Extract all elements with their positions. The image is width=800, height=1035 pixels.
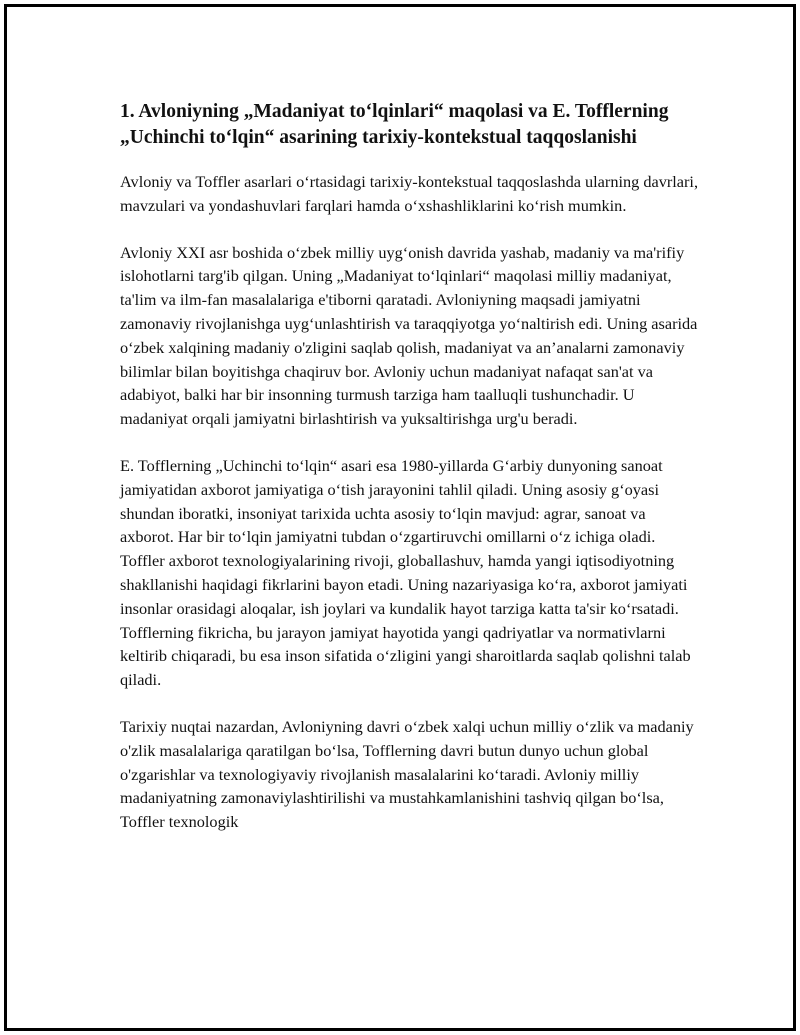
paragraph-historical-comparison: Tarixiy nuqtai nazardan, Avloniyning davri o‘zbek xalqi uchun milliy o‘zlik va madaniy o'zlik masalalariga qaratilgan bo‘lsa, Tofflerning davri butun dunyo uchun global o'zgarishlar va texnologiyaviy rivojlanish masalalarini ko‘taradi. Avloniy milliy madaniyatning zamonaviylashtirilishi va mustahkamlanishini tashviq qilgan bo‘lsa, Toffler texnologik	[120, 716, 694, 832]
paragraph-avloniy: Avloniy XXI asr boshida o‘zbek milliy uyg‘onish davrida yashab, madaniy va ma'rifiy islohotlarni targ'ib qilgan. Uning „Madaniyat to‘lqinlari“ maqolasi milliy madaniyat, ta'lim va ilm-fan masalalariga e'tiborni qaratadi. Avloniyning maqsadi jamiyatni zamonaviy rivojlanishga uyg‘unlashtirish va taraqqiyotga yo‘naltirish edi. Uning asarida o‘zbek xalqining madaniy o'zligini saqlab qolish, madaniyat va an’analarni zamonaviy bilimlar bilan boyitishga chaqiruv bor. Avloniy uchun madaniyat nafaqat san'at va adabiyot, balki har bir insonning turmush tarziga ham taalluqli tushunchadir. U madaniyat orqali jamiyatni birlashtirish va yuksaltirishga urg'u beradi.	[120, 242, 698, 429]
paragraph-intro: Avloniy va Toffler asarlari o‘rtasidagi tarixiy-kontekstual taqqoslashda ularning davrlari, mavzulari va yondashuvlari farqlari hamda o‘xshashliklarini ko‘rish mumkin.	[120, 172, 699, 215]
section-heading: 1. Avloniyning „Madaniyat to‘lqinlari“ maqolasi va E. Tofflerning „Uchinchi to‘lqin“ asarining tarixiy-kontekstual taqqoslanishi	[120, 101, 669, 148]
document-body	[120, 99, 700, 857]
page-frame	[4, 4, 796, 1031]
paragraph-toffler: E. Tofflerning „Uchinchi to‘lqin“ asari esa 1980-yillarda G‘arbiy dunyoning sanoat jamiyatidan axborot jamiyatiga o‘tish jarayonini tahlil qiladi. Uning asosiy g‘oyasi shundan iboratki, insoniyat tarixida uchta asosiy to‘lqin mavjud: agrar, sanoat va axborot. Har bir to‘lqin jamiyatni tubdan o‘zgartiruvchi omillarni o‘z ichiga oladi. Toffler axborot texnologiyalarining rivoji, globallashuv, hamda yangi iqtisodiyotning shakllanishi haqidagi fikrlarini bayon etadi. Uning nazariyasiga ko‘ra, axborot jamiyati insonlar orasidagi aloqalar, ish joylari va kundalik hayot tarziga katta ta'sir ko‘rsatadi. Tofflerning fikricha, bu jarayon jamiyat hayotida yangi qadriyatlar va normativlarni keltirib chiqaradi, bu esa inson sifatida o‘zligini yangi sharoitlarda saqlab qolishni talab qiladi.	[120, 455, 691, 690]
